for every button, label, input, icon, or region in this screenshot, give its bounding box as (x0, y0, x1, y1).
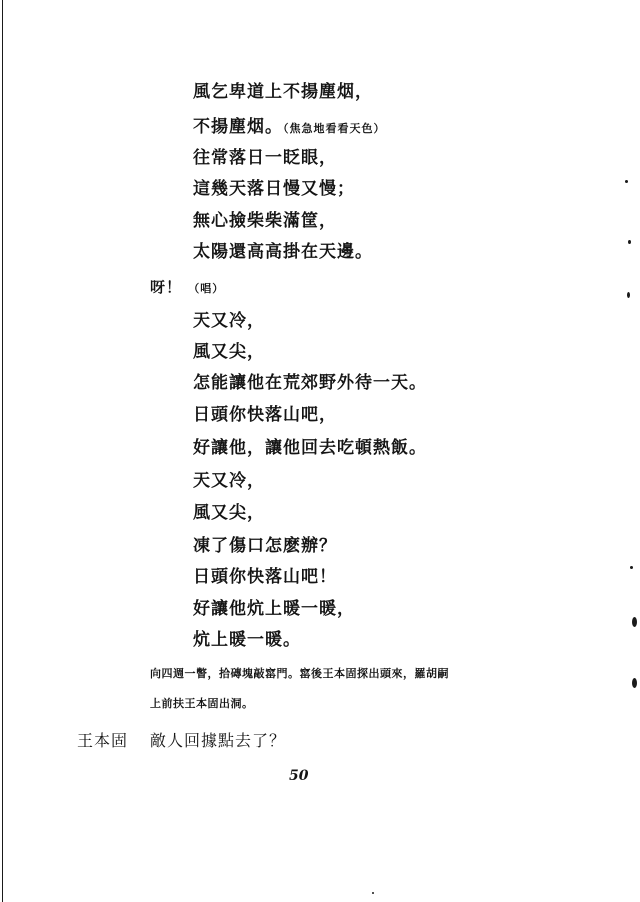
verse-line-2-text: 不揚塵烟。 (193, 117, 283, 137)
stage-direction-line-2: 上前扶王本固出洞。 (150, 697, 254, 710)
speaker-exclamation: 呀！ (150, 278, 183, 296)
scan-speck (625, 180, 628, 183)
song-line-2: 風又尖， (193, 342, 265, 362)
dialogue-text: 敵人回據點去了？ (150, 731, 287, 750)
verse-line-5: 無心撿柴柴滿筐， (193, 211, 337, 231)
song-line-5: 好讓他，讓他回去吃頓熱飯。 (193, 438, 427, 458)
song-line-8: 凍了傷口怎麽辦？ (193, 536, 337, 556)
verse-line-3: 往常落日一眨眼， (193, 148, 337, 168)
scan-speck (372, 892, 374, 894)
song-line-11: 炕上暖一暖。 (193, 630, 301, 650)
verse-line-1: 風乞卑道上不揚塵烟， (193, 82, 373, 102)
song-line-4: 日頭你快落山吧， (193, 405, 337, 425)
sing-cue: （唱） (188, 282, 225, 295)
song-line-1: 天又冷， (193, 311, 265, 331)
song-line-3: 怎能讓他在荒郊野外待一天。 (193, 373, 427, 393)
scan-speck (627, 292, 630, 298)
page-left-border (2, 0, 3, 902)
verse-line-2 (193, 119, 386, 136)
scan-speck (632, 617, 637, 627)
dialogue-speaker-name: 王本固 (77, 731, 129, 750)
scan-speck (632, 678, 637, 688)
verse-line-4: 這幾天落日慢又慢； (193, 179, 355, 199)
scan-speck (630, 566, 633, 569)
song-line-7: 風又尖， (193, 503, 265, 523)
scan-speck (628, 240, 631, 244)
stage-direction-line-1: 向四週一瞥，拾磚塊敲窰門。窰後王本固探出頭來，羅胡嗣 (150, 667, 449, 680)
song-line-6: 天又冷， (193, 471, 265, 491)
speaker-cue (150, 280, 224, 295)
song-line-10: 好讓他炕上暖一暖， (193, 599, 355, 619)
song-line-9: 日頭你快落山吧！ (193, 567, 337, 587)
stage-note-inline: （焦急地看看天色） (283, 122, 386, 135)
page-number: 50 (289, 768, 309, 784)
verse-line-6: 太陽還高高掛在天邊。 (193, 242, 373, 262)
